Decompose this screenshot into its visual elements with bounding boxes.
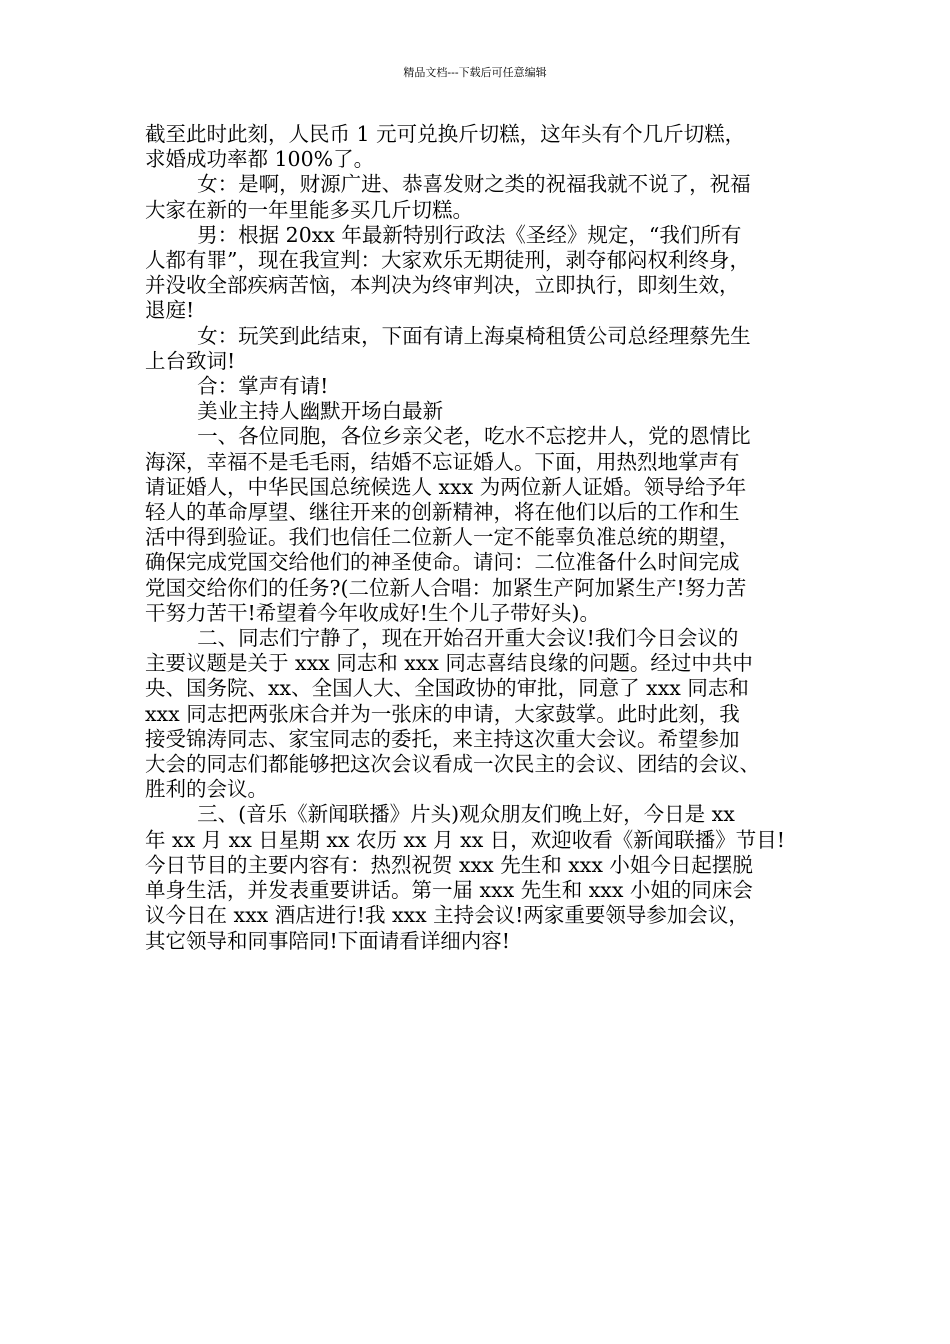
section-heading: 美业主持人幽默开场白最新 [145,399,444,424]
document-body [145,122,825,954]
page-header: 精品文档---下载后可任意编辑 [403,66,547,79]
paragraph-proposal-cake: 截至此时此刻，人民币 1 元可兑换斤切糕，这年头有个几斤切糕， 求婚成功率都 100%了。 [145,122,746,172]
paragraph-item-two: 二、同志们宁静了，现在开始召开重大会议!我们今日会议的 主要议题是关于 xxx 同志和 xxx 同志喜结良缘的问题。经过中共中 央、国务院、xx、全国人大、全国政协的审批，同意了 xxx 同志和 xxx 同志把两张床合并为一张床的申请，大家鼓掌。此时此刻，我 接受锦涛同志、家宝同志的委托，来主持这次重大会议。希望参加 大会的同志们都能够把这次会议看成一次民主的会议、团结的会议、 胜利的会议。 [145,626,760,802]
paragraph-female-blessing: 女：是啊，财源广进、恭喜发财之类的祝福我就不说了，祝福 大家在新的一年里能多买几斤切糕。 [145,172,751,222]
paragraph-male-verdict: 男：根据 20xx 年最新特别行政法《圣经》规定，“我们所有 人都有罪”，现在我宣判：大家欢乐无期徒刑，剥夺郁闷权利终身， 并没收全部疾病苦恼，本判决为终审判决，立即执行，即刻生效， 退庭! [145,222,750,323]
paragraph-together-applause: 合：掌声有请! [145,374,329,399]
paragraph-item-one: 一、各位同胞，各位乡亲父老，吃水不忘挖井人，党的恩情比 海深，幸福不是毛毛雨，结婚不忘证婚人。下面，用热烈地掌声有 请证婚人，中华民国总统候选人 xxx 为两位新人证婚。领导给予年 轻人的革命厚望、继往开来的创新精神，将在他们以后的工作和生 活中得到验证。我们也信任二位新人一定不能辜负准总统的期望， 确保完成党国交给他们的神圣使命。请问：二位准备什么时间完成 党国交给你们的任务?(二位新人合唱：加紧生产阿加紧生产!努力苦 干努力苦干!希望着今年收成好!生个儿子带好头)。 [145,424,751,625]
paragraph-item-three: 三、(音乐《新闻联播》片头)观众朋友们晚上好，今日是 xx 年 xx 月 xx 日星期 xx 农历 xx 月 xx 日，欢迎收看《新闻联播》节目! 今日节目的主要内容有：热烈祝贺 xxx 先生和 xxx 小姐今日起摆脱 单身生活，并发表重要讲话。第一届 xxx 先生和 xxx 小姐的同床会 议今日在 xxx 酒店进行!我 xxx 主持会议!两家重要领导参加会议， 其它领导和同事陪同!下面请看详细内容! [145,802,786,953]
paragraph-female-invite: 女：玩笑到此结束，下面有请上海桌椅租赁公司总经理蔡先生 上台致词! [145,323,751,373]
